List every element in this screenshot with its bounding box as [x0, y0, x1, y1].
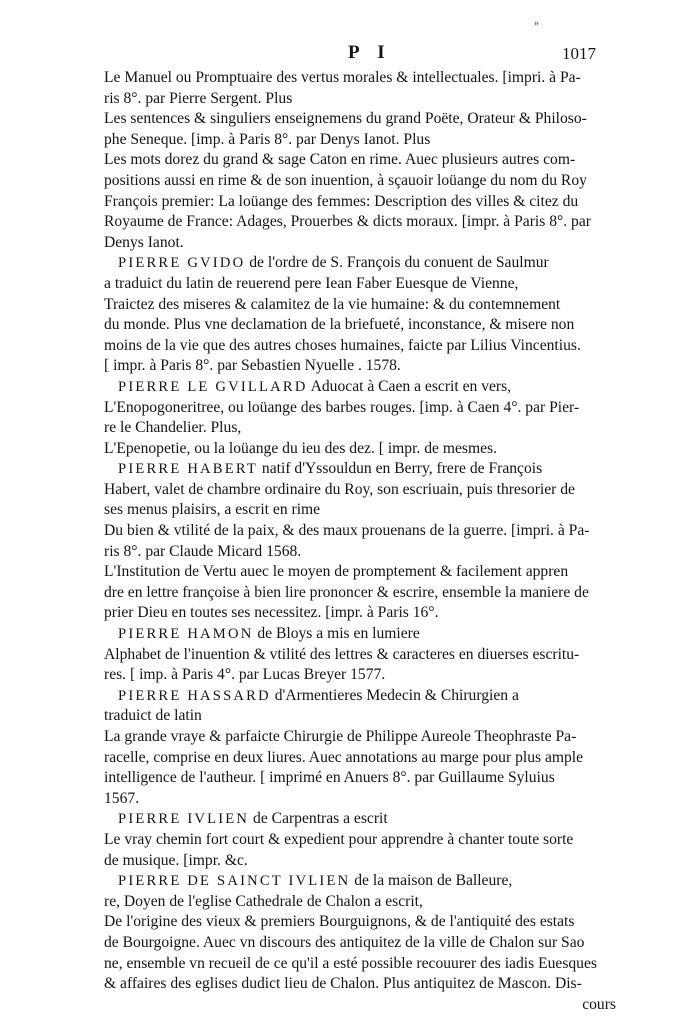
author-name: PIERRE DE SAINCT IVLIEN: [118, 873, 351, 890]
author-name: PIERRE HAMON: [118, 626, 254, 643]
text-line: Les mots dorez du grand & sage Caton en rime. Auec plusieurs autres com-: [104, 151, 576, 169]
running-head: P I: [348, 42, 392, 63]
text-line: & affaires des eglises dudict lieu de Chalon. Plus antiquitez de Mascon. Dis-: [104, 975, 582, 993]
text-line: Alphabet de l'inuention & vtilité des lettres & caracteres en diuerses escritu-: [104, 645, 580, 663]
author-description: de Bloys a mis en lumiere: [253, 625, 420, 643]
text-line: re le Chandelier. Plus,: [104, 419, 242, 437]
text-line: du monde. Plus vne declamation de la briefueté, inconstance, & misere non: [104, 316, 575, 334]
text-line: phe Seneque. [imp. à Paris 8°. par Denys Ianot. Plus: [104, 130, 431, 148]
text-line: prier Dieu en toutes ses necessitez. [impr. à Paris 16°.: [104, 604, 439, 622]
author-description: Aduocat à Caen a escrit en vers,: [307, 377, 512, 395]
author-description: natif d'Yssouldun en Berry, frere de François: [258, 460, 543, 478]
text-line: Denys Ianot.: [104, 233, 184, 251]
text-line: Les sentences & singuliers enseignemens du grand Poëte, Orateur & Philoso-: [104, 110, 587, 128]
text-line: La grande vraye & parfaicte Chirurgie de Philippe Aureole Theophraste Pa-: [104, 728, 577, 745]
author-entry-heading: [104, 686, 624, 707]
text-line: dre en lettre françoise à bien lire prononcer & escrire, ensemble la maniere de: [104, 583, 589, 601]
text-line: racelle, comprise en deux liures. Auec annotations au marge pour plus ample: [104, 748, 584, 766]
author-entry-heading: [104, 809, 624, 830]
author-description: de l'ordre de S. François du conuent de Saulmur: [245, 254, 549, 272]
corner-mark: »: [534, 18, 539, 29]
text-line: Traictez des miseres & calamitez de la vie humaine: & du contemnement: [104, 295, 561, 313]
text-line: moins de la vie que des autres choses humaines, faicte par Lilius Vincentius.: [104, 336, 581, 354]
text-line: ses menus plaisirs, a escrit en rime: [104, 501, 321, 519]
text-line: ne, ensemble vn recueil de ce qu'il a esté possible recouurer des iadis Euesques: [104, 954, 597, 972]
text-line: Le Manuel ou Promptuaire des vertus morales & intellectuales. [impri. à Pa-: [104, 69, 581, 86]
author-description: de Carpentras a escrit: [249, 810, 388, 828]
text-line: 1567.: [104, 789, 140, 807]
text-line: a traduict du latin de reuerend pere Iean Faber Euesque de Vienne,: [104, 274, 519, 292]
text-line: ris 8°. par Claude Micard 1568.: [104, 542, 302, 560]
author-entry-heading: [104, 459, 624, 480]
page-header: [0, 42, 696, 68]
author-description: d'Armentieres Medecin & Chirurgien a: [270, 686, 519, 704]
text-line: L'Epenopetie, ou la loüange du ieu des dez. [ impr. de mesmes.: [104, 439, 497, 457]
author-description: de la maison de Balleure,: [350, 872, 513, 890]
text-line: Royaume de France: Adages, Prouerbes & dicts moraux. [impr. à Paris 8°. par: [104, 213, 591, 231]
text-line: Habert, valet de chambre ordinaire du Roy, son escriuain, puis thresorier de: [104, 480, 575, 498]
text-line: re, Doyen de l'eglise Cathedrale de Chalon a escrit,: [104, 892, 423, 910]
author-entry-heading: [104, 871, 624, 892]
author-name: PIERRE GVIDO: [118, 255, 246, 272]
text-line: traduict de latin: [104, 707, 202, 725]
text-line: Du bien & vtilité de la paix, & des maux prouenans de la guerre. [impri. à Pa-: [104, 522, 590, 540]
catchword: cours: [582, 995, 616, 1013]
author-name: PIERRE HASSARD: [118, 687, 271, 704]
text-line: De l'origine des vieux & premiers Bourguignons, & de l'antiquité des estats: [104, 913, 575, 931]
text-line: [ impr. à Paris 8°. par Sebastien Nyuelle . 1578.: [104, 357, 401, 375]
text-line: ris 8°. par Pierre Sergent. Plus: [104, 89, 293, 107]
author-entry-heading: [104, 624, 624, 645]
author-name: PIERRE LE GVILLARD: [118, 378, 308, 395]
text-line: L'Institution de Vertu auec le moyen de promptement & facilement appren: [104, 563, 569, 581]
text-line: L'Enopogoneritree, ou loüange des barbes rouges. [imp. à Caen 4°. par Pier-: [104, 398, 580, 416]
text-line: de Bourgoigne. Auec vn discours des antiquitez de la ville de Chalon sur Sao: [104, 933, 585, 951]
text-line: Le vray chemin fort court & expedient pour apprendre à chanter toute sorte: [104, 830, 574, 848]
text-block: [104, 68, 624, 1015]
text-line: res. [ imp. à Paris 4°. par Lucas Breyer 1577.: [104, 666, 386, 684]
page-number: 1017: [562, 44, 596, 63]
text-line: François premier: La loüange des femmes: Description des villes & citez du: [104, 192, 579, 210]
text-line: positions aussi en rime & de son inuention, à sçauoir loüange du nom du Roy: [104, 171, 587, 189]
author-entry-heading: [104, 253, 624, 274]
text-line: de musique. [impr. &c.: [104, 851, 248, 869]
author-entry-heading: [104, 377, 624, 398]
author-name: PIERRE HABERT: [118, 461, 259, 478]
text-line: intelligence de l'autheur. [ imprimé en Anuers 8°. par Guillaume Syluius: [104, 769, 555, 787]
author-name: PIERRE IVLIEN: [118, 811, 250, 828]
